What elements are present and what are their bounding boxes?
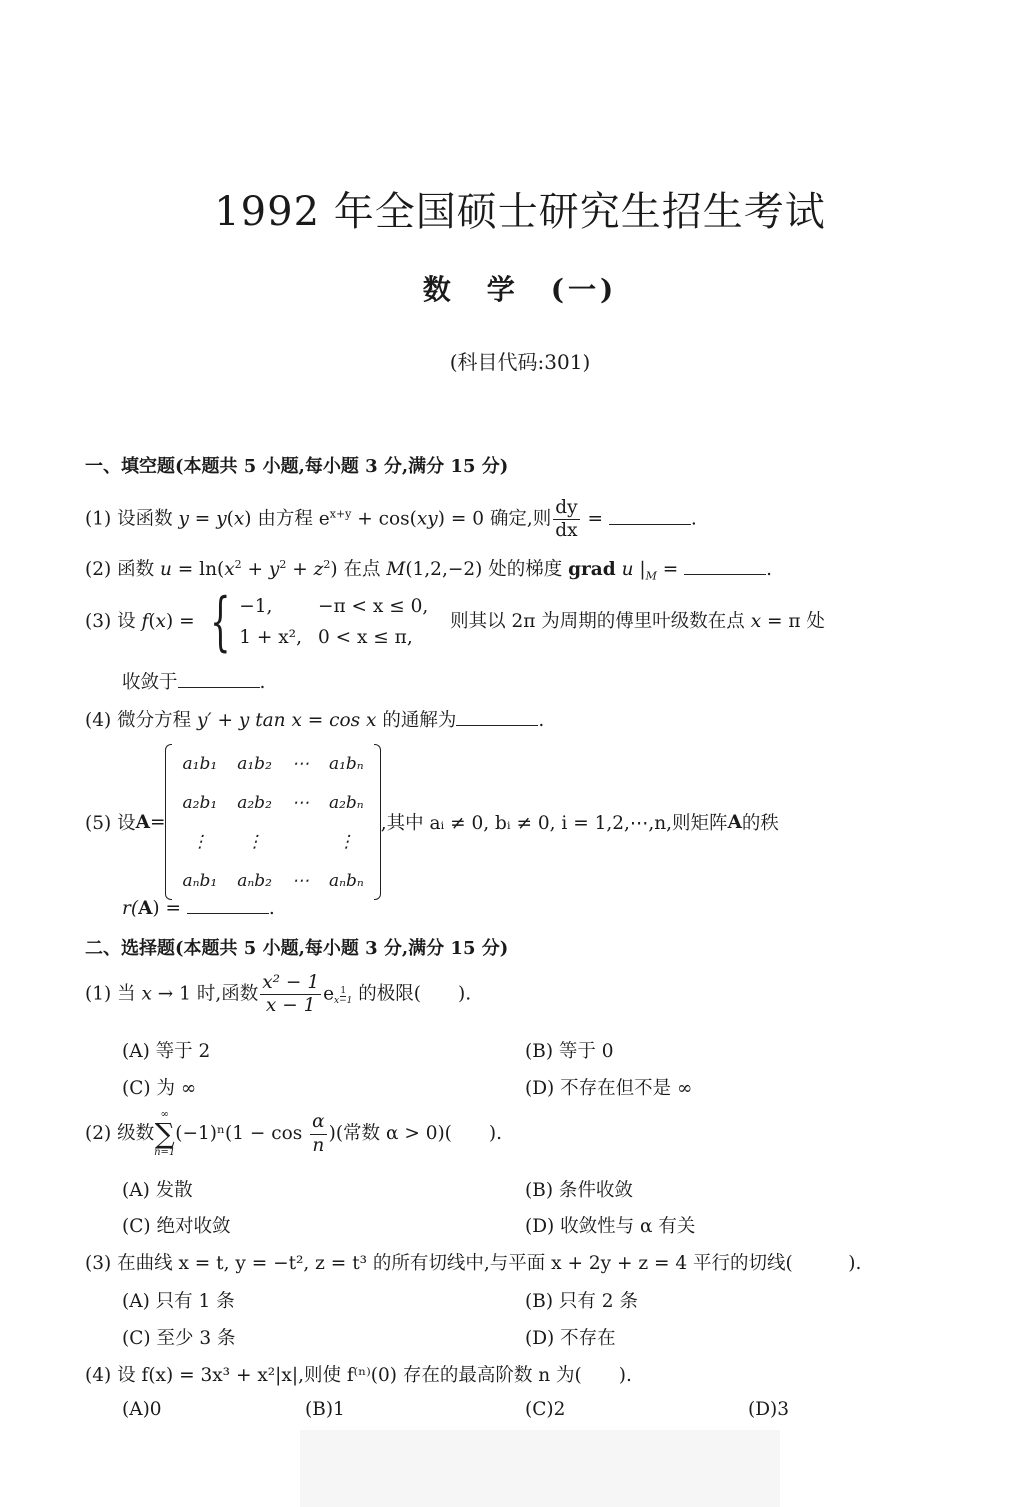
piece-value: −1, (239, 596, 273, 617)
text: = π 处 (761, 611, 825, 632)
var: x (155, 611, 166, 632)
var: z (313, 559, 324, 580)
fill-question-3-line2 (122, 668, 265, 694)
var: x (233, 508, 245, 530)
answer-blank (187, 899, 269, 914)
var: u (159, 559, 172, 580)
option-d[interactable]: (D) 不存在 (525, 1328, 616, 1349)
grad-operator: grad (568, 559, 616, 580)
option-a[interactable]: (A) 只有 1 条 (122, 1291, 235, 1312)
option-b[interactable]: (B) 等于 0 (525, 1041, 614, 1062)
matrix-entry: a₂bₙ (328, 792, 364, 813)
left-brace: { (210, 585, 232, 659)
matrix-entry: a₁bₙ (328, 753, 364, 774)
exam-subject: 数 学 (一) (422, 273, 618, 306)
section2-heading: 二、选择题(本题共 5 小题,每小题 3 分,满分 15 分) (85, 938, 509, 959)
matrix-entry: ⋮ (191, 831, 209, 852)
answer-blank (456, 711, 538, 726)
sigma-icon: ∑ (154, 1117, 175, 1150)
var: u (621, 559, 634, 580)
subscript: M (645, 569, 657, 583)
matrix-entry: a₁b₁ (182, 753, 218, 774)
lower-limit: n=1 (154, 1147, 176, 1158)
exponent: 2 (234, 557, 242, 571)
option-d[interactable]: (D) 收敛性与 α 有关 (525, 1216, 696, 1237)
var: xy (416, 508, 438, 530)
matrix-A (165, 744, 380, 900)
option-b[interactable]: (B)1 (305, 1399, 345, 1420)
var: y (216, 508, 227, 530)
text: | (633, 559, 646, 580)
fraction (310, 1111, 327, 1156)
option-c[interactable]: (C)2 (525, 1399, 566, 1420)
text: . (538, 710, 545, 731)
matrix-entry: ⋯ (291, 870, 309, 891)
matrix-symbol: A (135, 811, 150, 833)
section1-heading: 一、填空题(本题共 5 小题,每小题 3 分,满分 15 分) (85, 456, 509, 477)
text: (1,2,−2) 处的梯度 (405, 559, 569, 580)
fill-question-3 (85, 585, 825, 659)
text: ( (226, 508, 234, 530)
exponent: x+y (329, 507, 352, 521)
matrix-entry: a₂b₁ (182, 792, 218, 813)
matrix-entry: aₙbₙ (328, 870, 364, 891)
fill-question-2 (85, 555, 772, 583)
text: = ln( (171, 559, 225, 580)
exponent-fraction (334, 987, 352, 1008)
matrix-entry: ⋮ (246, 831, 264, 852)
exponent: 2 (323, 557, 331, 571)
text: (2) 函数 (85, 559, 160, 580)
text: . (268, 898, 275, 919)
choice-question-4: (4) 设 f(x) = 3x³ + x²|x|,则使 f⁽ⁿ⁾(0) 存在的最高阶数 n 为( ). (85, 1365, 632, 1386)
text: ,其中 aᵢ ≠ 0, bᵢ ≠ 0, i = 1,2,⋯,n,则矩阵 (380, 813, 728, 834)
denominator: x − 1 (265, 995, 316, 1017)
fill-question-1 (85, 497, 697, 542)
var: x (750, 611, 762, 632)
text: ) 在点 (330, 559, 387, 580)
choice-question-1 (85, 972, 471, 1017)
answer-blank (609, 510, 691, 525)
limit-fraction (260, 972, 321, 1017)
fill-question-4 (85, 706, 544, 732)
text: (1) 当 (85, 983, 142, 1005)
text: 则其以 2π 为周期的傅里叶级数在点 (444, 611, 751, 632)
text: ) = (165, 611, 201, 632)
text: . (259, 672, 266, 693)
matrix-entry: a₁b₂ (237, 753, 272, 774)
text: = (581, 508, 609, 530)
text: (3) 设 (85, 611, 142, 632)
denominator: n (312, 1134, 325, 1156)
option-a[interactable]: (A)0 (122, 1399, 162, 1420)
answer-blank (178, 673, 260, 688)
var: M (386, 559, 406, 580)
option-c[interactable]: (C) 为 ∞ (122, 1078, 197, 1099)
text: r( (122, 898, 139, 919)
numerator: dy (553, 497, 579, 520)
text: (5) 设 (85, 813, 136, 834)
text: + (241, 559, 269, 580)
piece-value: 1 + x², (239, 627, 302, 648)
text: (2) 级数 (85, 1123, 155, 1144)
subject-code: (科目代码:301) (449, 350, 591, 374)
var: y (178, 508, 189, 530)
piece-condition: −π < x ≤ 0, (317, 596, 429, 617)
text: ) 由方程 e (244, 508, 330, 530)
var: x (141, 983, 152, 1005)
equation: y′ + y tan x = cos x (196, 710, 377, 731)
text: ( (148, 611, 156, 632)
upper-limit: ∞ (160, 1109, 169, 1120)
exam-title: 1992 年全国硕士研究生招生考试 (214, 189, 826, 235)
summation (154, 1110, 175, 1158)
text: . (690, 508, 697, 530)
numerator: 1 (340, 985, 347, 996)
text: = (656, 559, 685, 580)
exponent: 2 (279, 557, 287, 571)
piecewise-function (200, 585, 444, 659)
text: (4) 微分方程 (85, 710, 197, 731)
option-a[interactable]: (A) 发散 (122, 1180, 193, 1201)
var: f (141, 611, 149, 632)
text: (−1)ⁿ(1 − cos (175, 1123, 309, 1144)
text: = (149, 811, 166, 833)
option-c[interactable]: (C) 绝对收敛 (122, 1216, 231, 1237)
scan-shading (300, 1430, 780, 1507)
option-d[interactable]: (D)3 (748, 1399, 790, 1420)
option-b[interactable]: (B) 只有 2 条 (525, 1291, 638, 1312)
matrix-entry: a₂b₂ (237, 792, 272, 813)
text: ) = 0 确定,则 (437, 508, 552, 530)
numerator: x² − 1 (260, 972, 321, 995)
option-a[interactable]: (A) 等于 2 (122, 1041, 211, 1062)
answer-blank (684, 560, 766, 575)
matrix-symbol: A (727, 811, 742, 833)
fill-question-5-line2 (122, 898, 275, 919)
fill-question-5 (85, 744, 779, 900)
denominator: x−1 (334, 996, 353, 1007)
right-bracket (374, 744, 381, 900)
matrix-entry: ⋯ (291, 753, 309, 774)
denominator: dx (555, 520, 578, 542)
text: ) = (152, 898, 187, 919)
matrix-entry (282, 822, 319, 861)
text: = (188, 508, 217, 530)
text: 的秩 (741, 813, 779, 834)
text: + (286, 559, 314, 580)
option-c[interactable]: (C) 至少 3 条 (122, 1328, 236, 1349)
choice-question-3: (3) 在曲线 x = t, y = −t², z = t³ 的所有切线中,与平面 x + 2y + z = 4 平行的切线( ). (85, 1253, 862, 1274)
text: (1) 设函数 (85, 508, 179, 530)
matrix-entry: aₙb₁ (182, 870, 218, 891)
text: 的极限( ). (352, 983, 472, 1005)
piece-condition: 0 < x ≤ π, (317, 627, 413, 648)
option-d[interactable]: (D) 不存在但不是 ∞ (525, 1078, 693, 1099)
option-b[interactable]: (B) 条件收敛 (525, 1180, 633, 1201)
matrix-entry: aₙb₂ (237, 870, 272, 891)
var: x (224, 559, 235, 580)
derivative-fraction (553, 497, 579, 542)
text: . (766, 559, 773, 580)
matrix-symbol: A (138, 898, 153, 919)
text: 收敛于 (122, 672, 178, 693)
text: )(常数 α > 0)( ). (328, 1123, 502, 1144)
choice-question-2 (85, 1110, 502, 1158)
text: → 1 时,函数 (151, 983, 259, 1005)
matrix-entry: ⋯ (291, 792, 309, 813)
var: y (268, 559, 280, 580)
left-bracket (165, 744, 172, 900)
matrix-entry: ⋮ (337, 831, 355, 852)
text: e (323, 983, 335, 1005)
text: + cos( (351, 508, 417, 530)
text: 的通解为 (376, 710, 457, 731)
numerator: α (310, 1111, 327, 1134)
